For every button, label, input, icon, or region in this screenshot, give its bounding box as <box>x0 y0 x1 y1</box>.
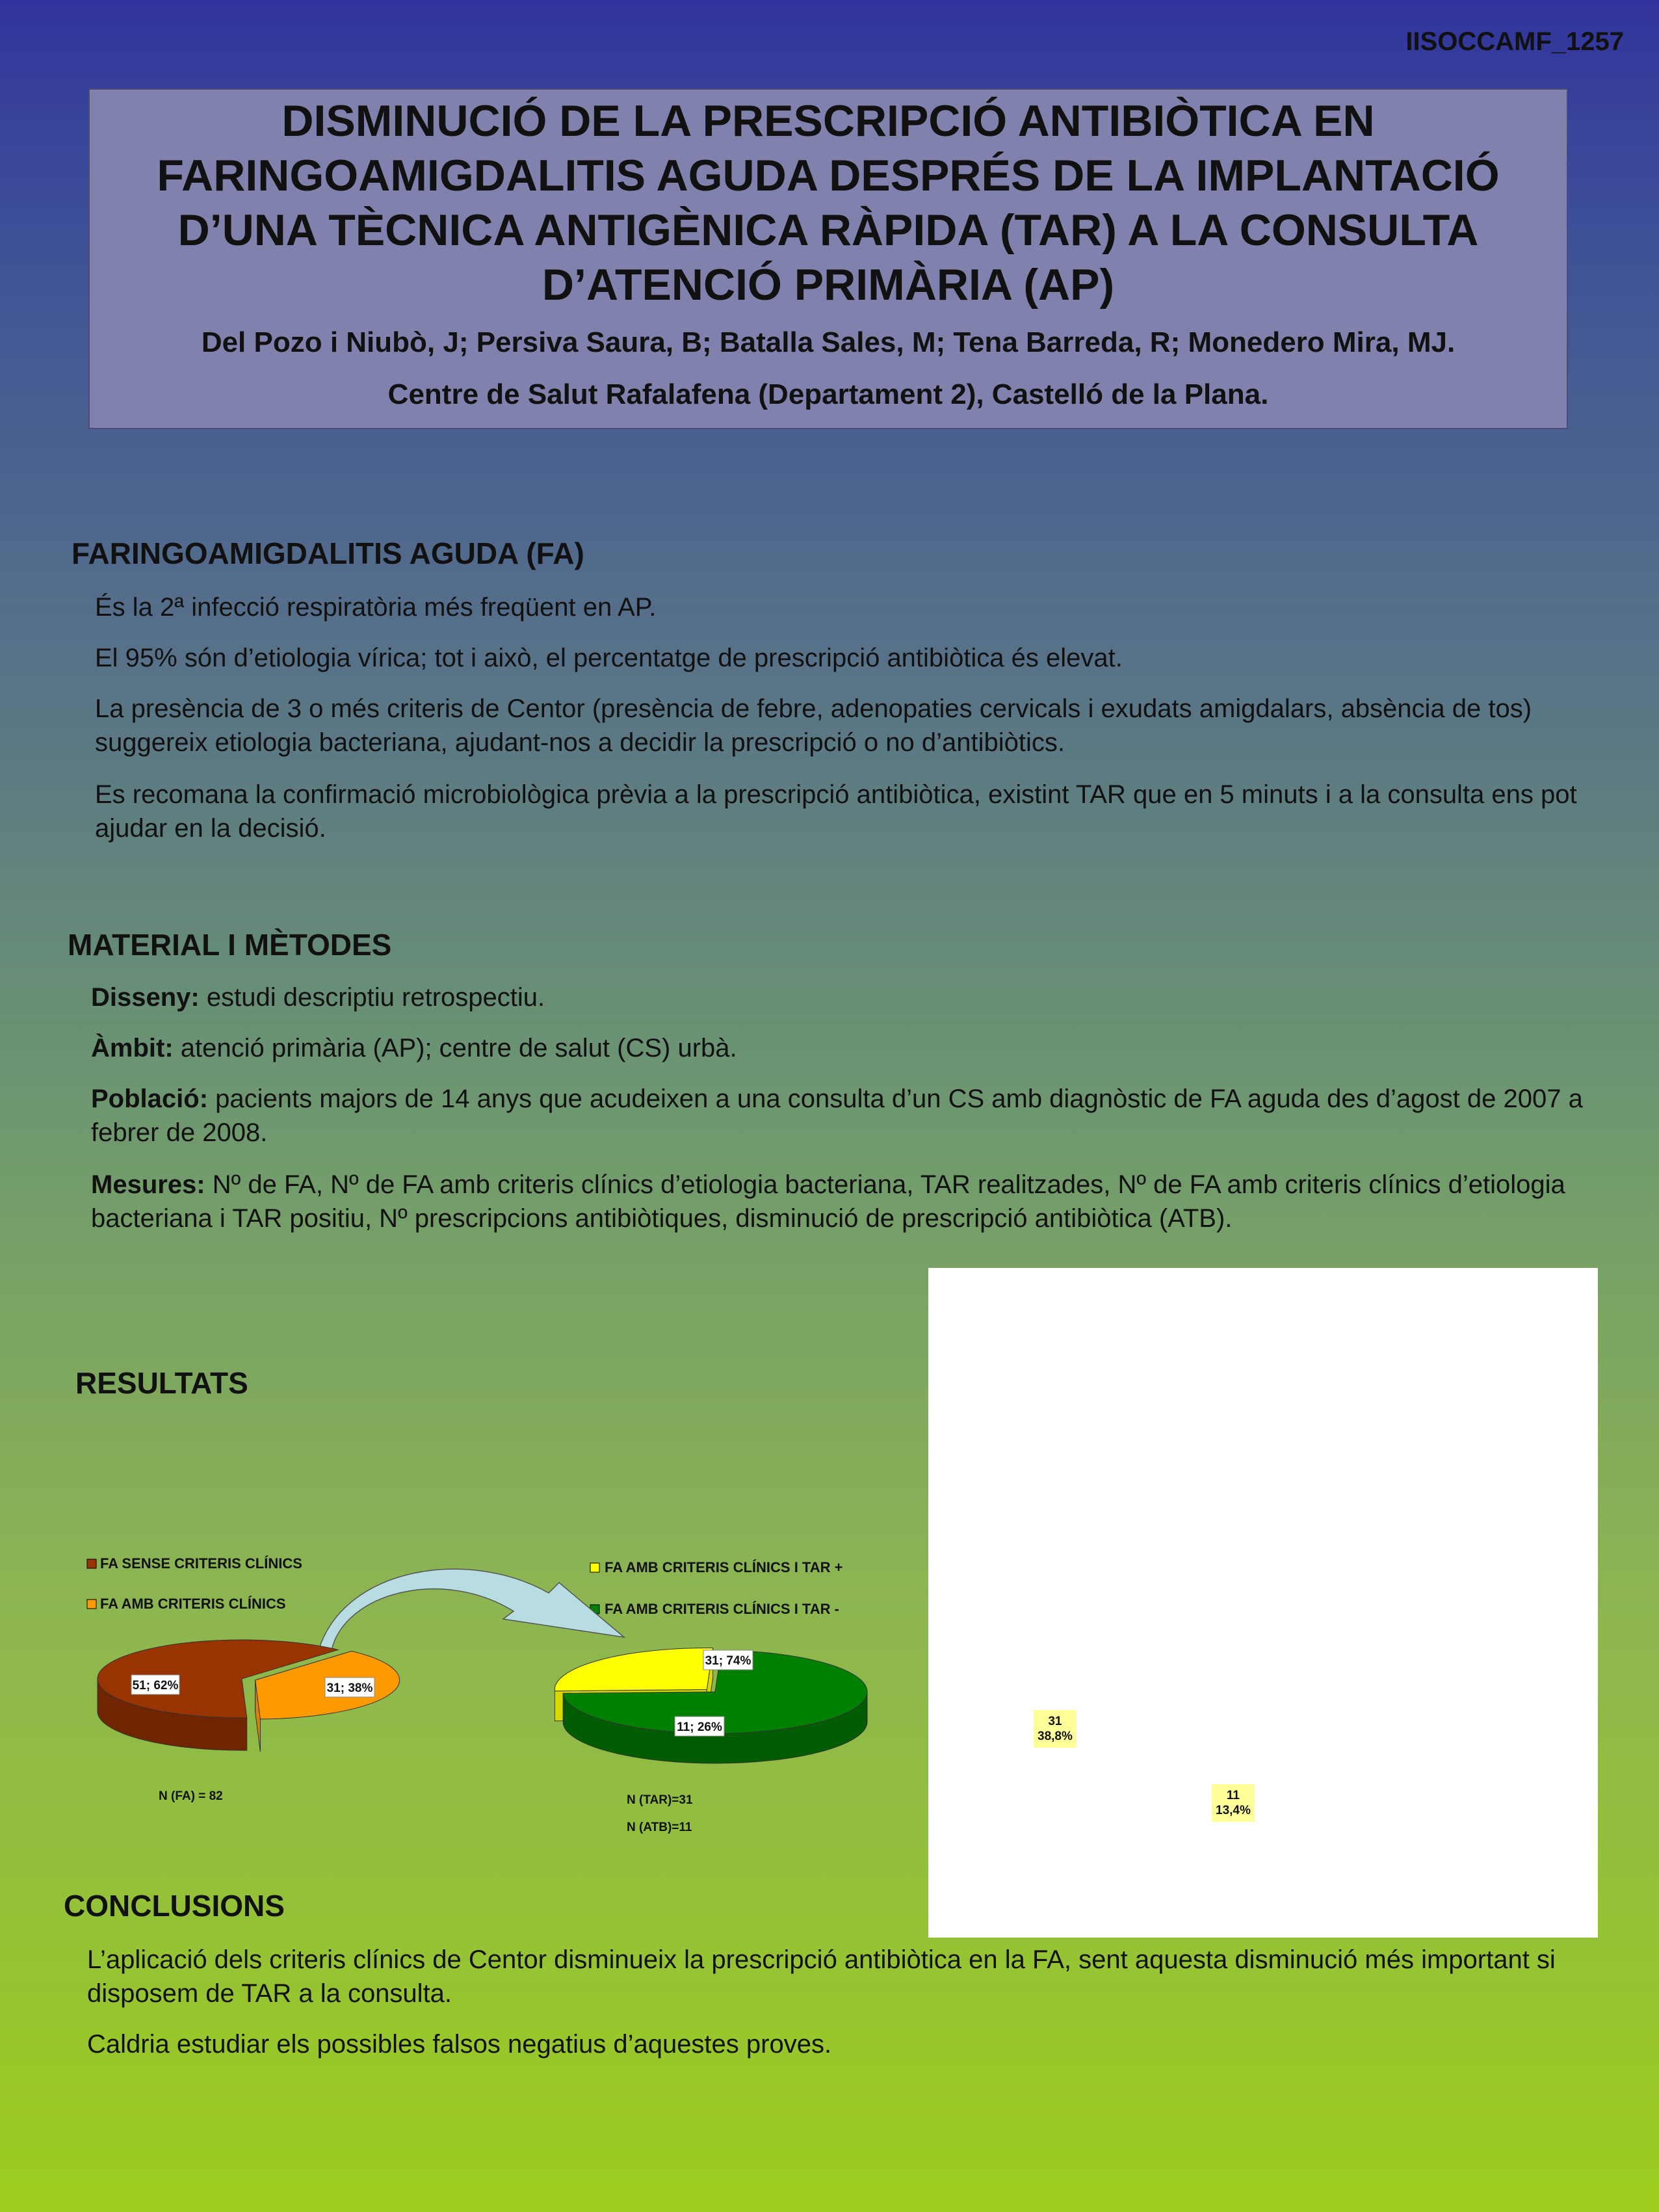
methods-label: Mesures: <box>91 1170 205 1199</box>
methods-text: estudi descriptiu retrospectiu. <box>199 983 545 1012</box>
fa-paragraph: El 95% són d’etiologia vírica; tot i això, el percentatge de prescripció antibiòtica és elevat. <box>95 644 1123 672</box>
pie-slice <box>555 1648 712 1691</box>
pie2-note: N (ATB)=11 <box>627 1821 692 1834</box>
methods-item <box>91 1031 1599 1065</box>
legend-pie2 <box>590 1559 843 1617</box>
methods-item <box>91 1082 1599 1150</box>
slice-label: 11; 26% <box>677 1720 722 1734</box>
fa-paragraph: La presència de 3 o més criteris de Centor (presència de febre, adenopaties cervicals i exudats amigdalars, absència de tos) suggereix etiologia bacteriana, ajudant-nos a decidir la prescripció o no d’antibiòtics. <box>95 694 1532 757</box>
arrow-icon <box>319 1569 624 1650</box>
title-line: D’ATENCIÓ PRIMÀRIA (AP) <box>542 260 1115 309</box>
pie2-note: N (TAR)=31 <box>627 1793 693 1807</box>
fa-paragraph: Es recomana la confirmació microbiològica prèvia a la prescripció antibiòtica, existint TAR que en 5 minuts i a la consulta ens pot ajudar en la decisió. <box>95 780 1577 843</box>
conclusion-paragraph: L’aplicació dels criteris clínics de Centor disminueix la prescripció antibiòtica en la FA, sent aquesta disminució més important si disposem de TAR a la consulta. <box>87 1945 1556 2008</box>
title-line: D’UNA TÈCNICA ANTIGÈNICA RÀPIDA (TAR) A LA CONSULTA <box>177 205 1479 255</box>
poster-code: IISOCCAMF_1257 <box>1405 27 1624 56</box>
methods-text: atenció primària (AP); centre de salut (CS) urbà. <box>173 1034 737 1062</box>
section-title-methods: MATERIAL I MÈTODES <box>68 928 392 962</box>
pie-charts <box>65 1541 884 1853</box>
pie-chart-1 <box>65 1541 400 1752</box>
methods-item <box>91 981 1599 1014</box>
title-line: FARINGOAMIGDALITIS AGUDA DESPRÉS DE LA IMPLANTACIÓ <box>157 151 1500 200</box>
section-title-conclusions: CONCLUSIONS <box>64 1889 285 1923</box>
bar-data-percent: 13,4% <box>1216 1804 1251 1817</box>
title-box <box>88 88 1568 429</box>
section-title-results: RESULTATS <box>75 1366 248 1400</box>
methods-label: Disseny: <box>91 983 200 1012</box>
bar-data-value: 31 <box>1048 1715 1062 1728</box>
legend-label: FA SENSE CRITERIS CLÍNICS <box>100 1555 302 1572</box>
methods-label: Àmbit: <box>91 1034 174 1062</box>
methods-label: Població: <box>91 1085 209 1113</box>
bar-data-percent: 38,8% <box>1038 1730 1073 1743</box>
affiliation: Centre de Salut Rafalafena (Departament 2), Castelló de la Plana. <box>387 378 1269 410</box>
authors: Del Pozo i Niubò, J; Persiva Saura, B; Batalla Sales, M; Tena Barreda, R; Monedero Mira, MJ. <box>201 326 1456 358</box>
title-line: DISMINUCIÓ DE LA PRESCRIPCIÓ ANTIBIÒTICA EN <box>281 96 1375 146</box>
methods-text: Nº de FA, Nº de FA amb criteris clínics d’etiologia bacteriana, TAR realitzades, Nº de FA amb criteris clínics d’etiologia bacteriana i TAR positiu, Nº prescripcions antibiòtiques, disminució de prescripció antibiòtica (ATB). <box>91 1170 1565 1233</box>
poster-title <box>109 94 1547 312</box>
methods-item <box>91 1168 1599 1235</box>
fa-paragraph: És la 2ª infecció respiratòria més freqüent en AP. <box>95 593 657 622</box>
slice-label: 51; 62% <box>132 1679 179 1692</box>
legend-swatch <box>590 1563 599 1572</box>
section-title-fa: FARINGOAMIGDALITIS AGUDA (FA) <box>72 536 584 570</box>
pie1-note: N (FA) = 82 <box>159 1789 223 1803</box>
methods-text: pacients majors de 14 anys que acudeixen a una consulta d’un CS amb diagnòstic de FA aguda des d’agost de 2007 a febrer de 2008. <box>91 1085 1583 1147</box>
legend-label: FA AMB CRITERIS CLÍNICS I TAR - <box>605 1601 839 1617</box>
slice-label: 31; 74% <box>705 1654 751 1668</box>
bar-data-label <box>1034 1710 1077 1748</box>
bar-chart-panel <box>928 1268 1598 1938</box>
bar-data-value: 11 <box>1226 1789 1240 1802</box>
legend-swatch <box>87 1559 96 1568</box>
bar-data-label <box>1212 1784 1255 1822</box>
legend-swatch <box>87 1600 96 1609</box>
legend-label: FA AMB CRITERIS CLÍNICS I TAR + <box>605 1559 843 1575</box>
conclusion-paragraph: Caldria estudiar els possibles falsos negatius d’aquestes proves. <box>87 2030 832 2059</box>
legend-pie1 <box>87 1555 302 1612</box>
slice-label: 31; 38% <box>326 1681 373 1695</box>
legend-label: FA AMB CRITERIS CLÍNICS <box>100 1596 286 1612</box>
